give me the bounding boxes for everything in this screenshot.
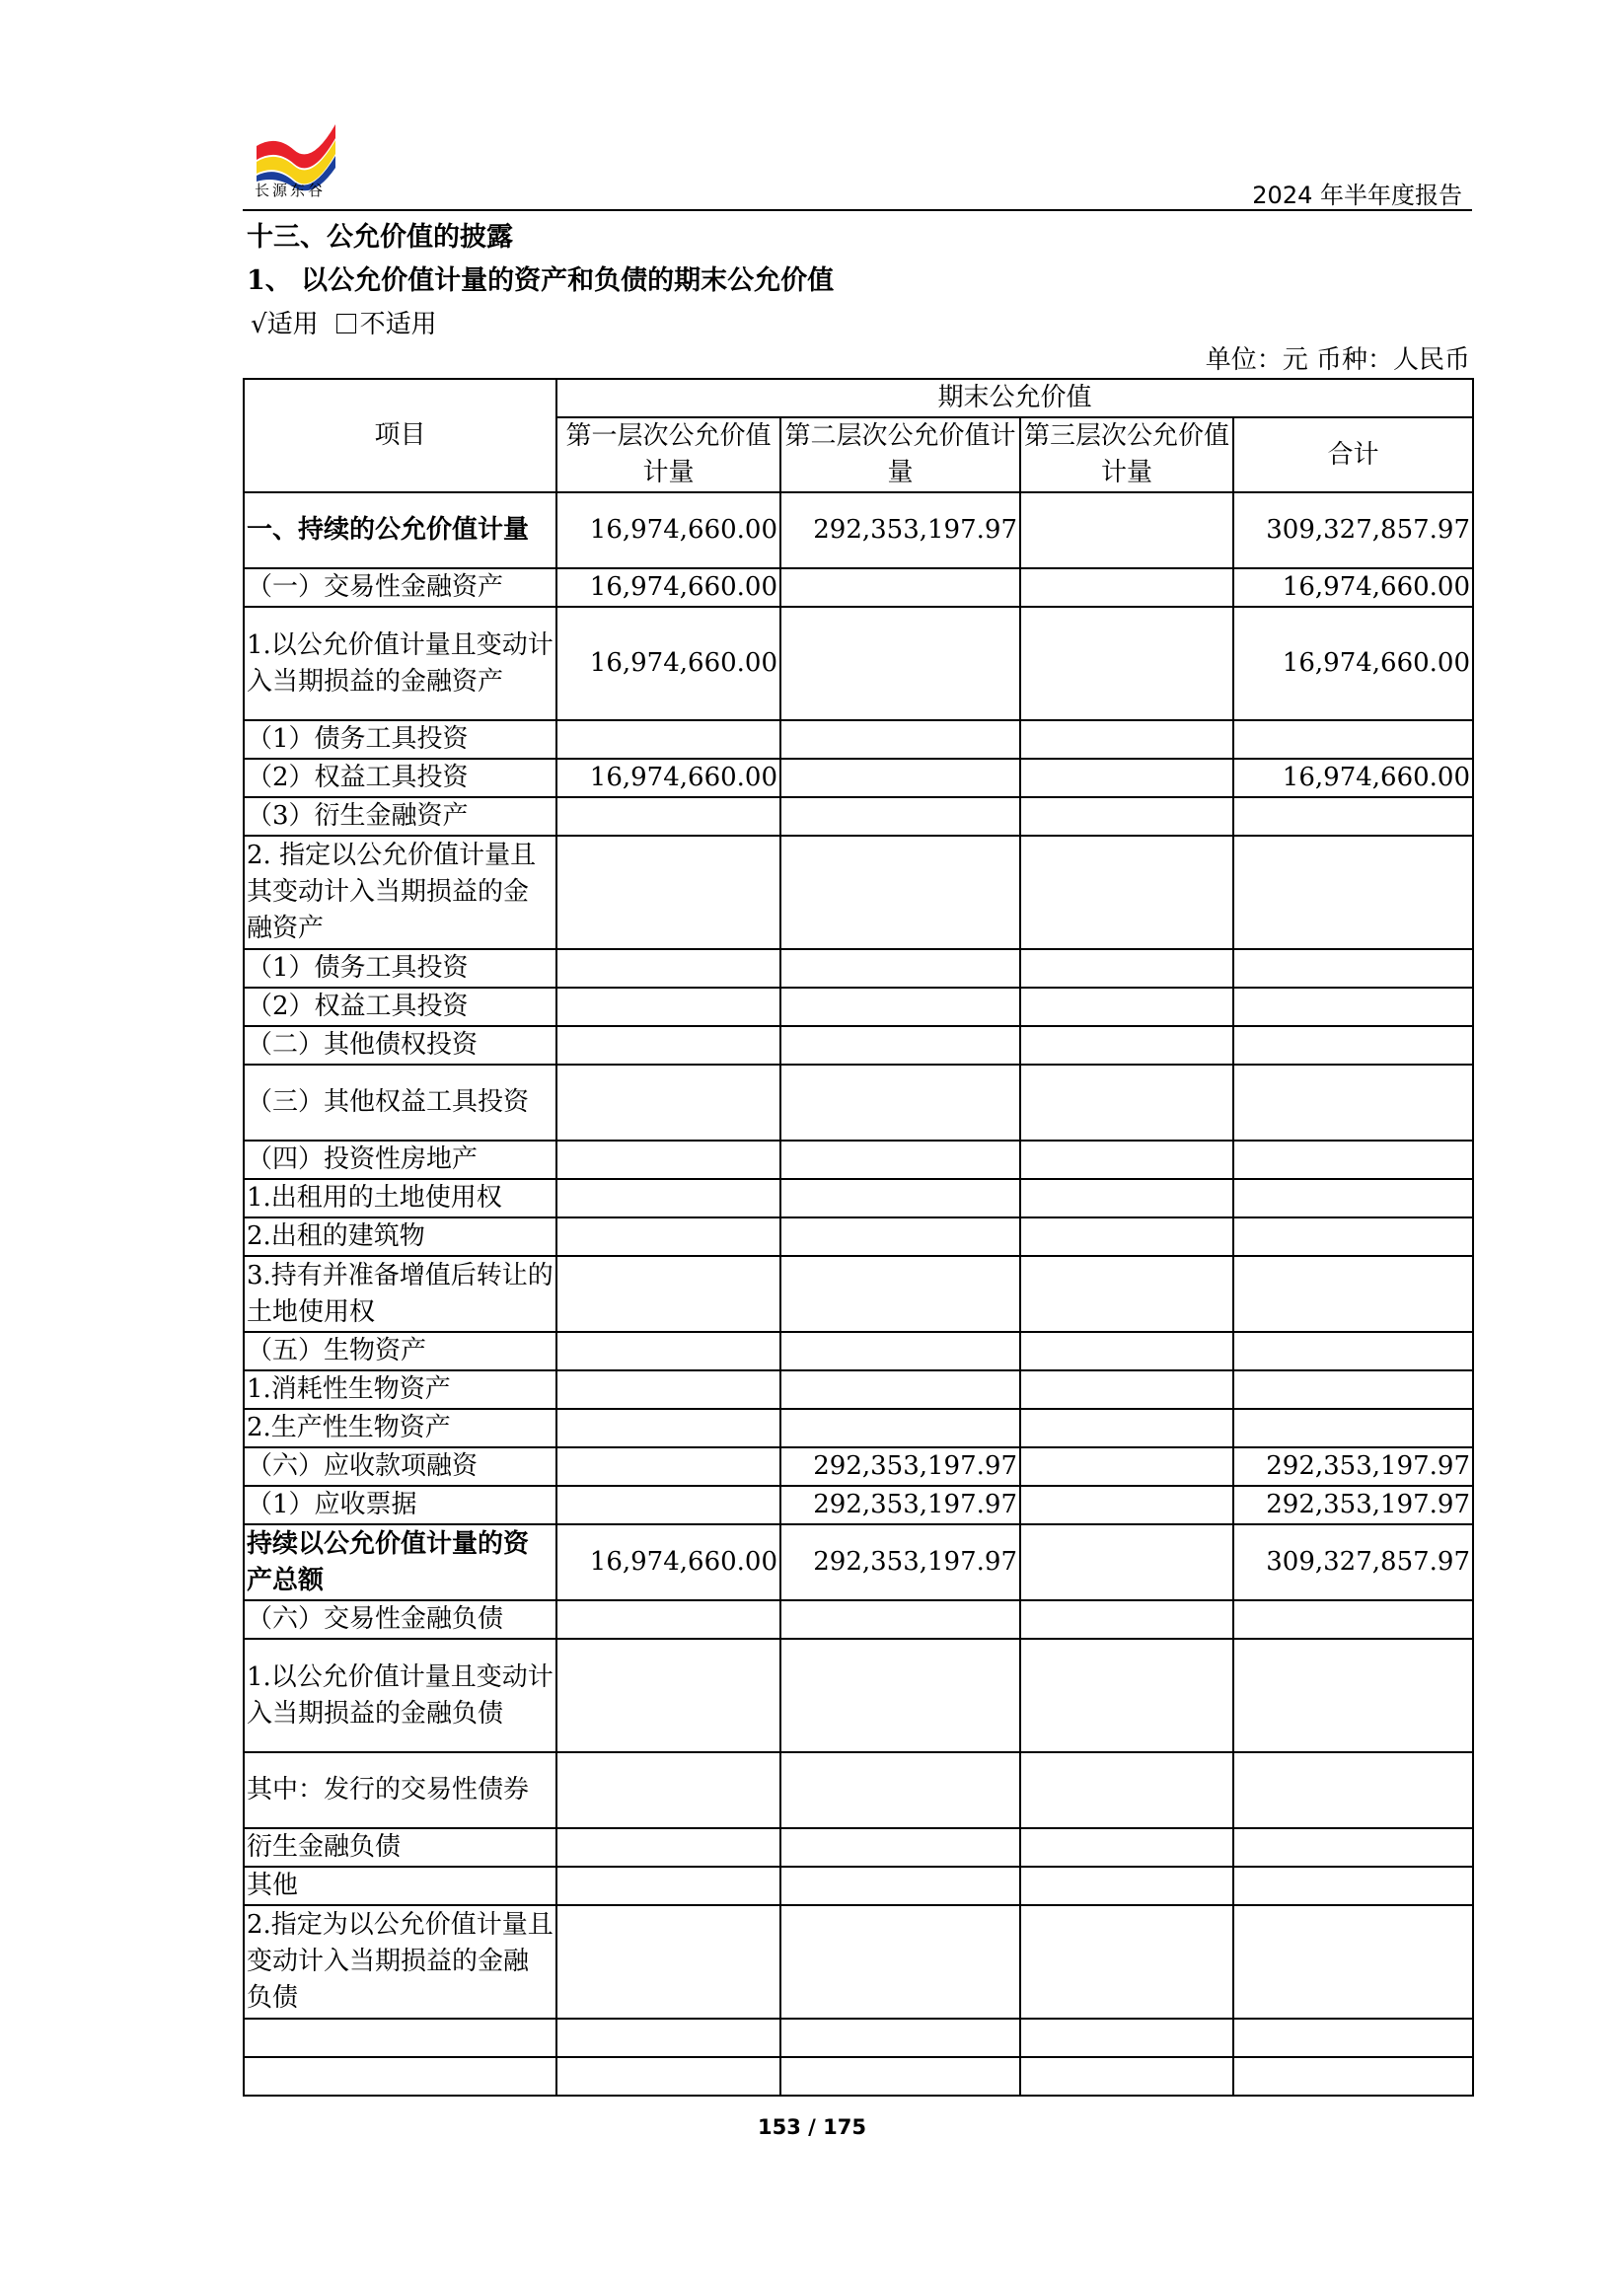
row-label: 3.持有并准备增值后转让的土地使用权 (244, 1256, 556, 1332)
cell-level2 (780, 1256, 1020, 1332)
cell-level3 (1020, 1026, 1233, 1065)
cell-level1 (556, 1256, 780, 1332)
cell-level3 (1020, 720, 1233, 759)
cell-level1 (556, 1332, 780, 1370)
cell-level2 (780, 1141, 1020, 1179)
table-row (244, 1486, 1473, 1524)
table-row (244, 759, 1473, 797)
cell-level3 (1020, 1600, 1233, 1639)
header-divider (243, 209, 1472, 211)
row-label: （四）投资性房地产 (244, 1141, 556, 1179)
cell-total (1233, 1905, 1473, 2019)
row-label: 2. 指定以公允价值计量且其变动计入当期损益的金融资产 (244, 836, 556, 949)
cell-level3 (1020, 949, 1233, 988)
row-label: 其中：发行的交易性债券 (244, 1752, 556, 1828)
cell-level1 (556, 1905, 780, 2019)
cell-level1 (556, 1486, 780, 1524)
cell-level1: 16,974,660.00 (556, 1524, 780, 1600)
cell-level2 (780, 720, 1020, 759)
cell-level2: 292,353,197.97 (780, 1486, 1020, 1524)
cell-level1 (556, 1065, 780, 1141)
table-row (244, 1752, 1473, 1828)
cell-level1: 16,974,660.00 (556, 492, 780, 568)
cell-total (1233, 2019, 1473, 2057)
cell-level3 (1020, 607, 1233, 720)
table-row (244, 492, 1473, 568)
cell-total (1233, 1370, 1473, 1409)
cell-level2 (780, 1905, 1020, 2019)
cell-level1 (556, 797, 780, 836)
cell-level1 (556, 1370, 780, 1409)
cell-level1: 16,974,660.00 (556, 568, 780, 607)
cell-total (1233, 2057, 1473, 2096)
table-row (244, 1600, 1473, 1639)
table-row (244, 1905, 1473, 2019)
table-row (244, 1524, 1473, 1600)
cell-level2 (780, 1752, 1020, 1828)
cell-level2 (780, 1828, 1020, 1867)
header-total: 合计 (1233, 417, 1473, 492)
applicability-line (251, 304, 437, 340)
section-title: 十三、公允价值的披露 (247, 222, 513, 253)
row-label: （3）衍生金融资产 (244, 797, 556, 836)
row-label: 1.出租用的土地使用权 (244, 1179, 556, 1217)
cell-total (1233, 1332, 1473, 1370)
cell-level1 (556, 1639, 780, 1752)
cell-level3 (1020, 797, 1233, 836)
cell-level3 (1020, 1447, 1233, 1486)
cell-level1 (556, 988, 780, 1026)
cell-level1 (556, 1867, 780, 1905)
cell-level2 (780, 1217, 1020, 1256)
row-label: 2.生产性生物资产 (244, 1409, 556, 1447)
cell-level2: 292,353,197.97 (780, 492, 1020, 568)
cell-level2 (780, 2019, 1020, 2057)
row-label: （二）其他债权投资 (244, 1026, 556, 1065)
cell-level1 (556, 1600, 780, 1639)
table-row (244, 1332, 1473, 1370)
cell-total (1233, 1409, 1473, 1447)
cell-level3 (1020, 1065, 1233, 1141)
table-row (244, 949, 1473, 988)
cell-level2 (780, 1026, 1020, 1065)
cell-level3 (1020, 2057, 1233, 2096)
cell-level2 (780, 1639, 1020, 1752)
table-row (244, 568, 1473, 607)
cell-level2: 292,353,197.97 (780, 1524, 1020, 1600)
row-label: （1）应收票据 (244, 1486, 556, 1524)
row-label: （2）权益工具投资 (244, 759, 556, 797)
cell-level1 (556, 1447, 780, 1486)
cell-level3 (1020, 1141, 1233, 1179)
cell-total (1233, 1639, 1473, 1752)
row-label: （六）应收款项融资 (244, 1447, 556, 1486)
table-row (244, 1065, 1473, 1141)
cell-level1 (556, 1409, 780, 1447)
cell-level3 (1020, 1524, 1233, 1600)
unit-currency-note: 单位：元 币种：人民币 (1205, 345, 1470, 375)
cell-level1 (556, 836, 780, 949)
table-row (244, 1409, 1473, 1447)
cell-level1 (556, 720, 780, 759)
applicable-label: √适用 (251, 310, 319, 339)
row-label: （1）债务工具投资 (244, 949, 556, 988)
cell-level3 (1020, 1639, 1233, 1752)
cell-level2 (780, 1370, 1020, 1409)
cell-level3 (1020, 1217, 1233, 1256)
row-label: 持续以公允价值计量的资产总额 (244, 1524, 556, 1600)
table-row (244, 836, 1473, 949)
cell-level3 (1020, 1332, 1233, 1370)
cell-total (1233, 836, 1473, 949)
table-row (244, 988, 1473, 1026)
cell-level1 (556, 1828, 780, 1867)
cell-level2 (780, 1409, 1020, 1447)
cell-total (1233, 1179, 1473, 1217)
section-subtitle: 1、 以公允价值计量的资产和负债的期末公允价值 (247, 265, 835, 296)
row-label: （六）交易性金融负债 (244, 1600, 556, 1639)
cell-level3 (1020, 1905, 1233, 2019)
row-label (244, 2057, 556, 2096)
cell-total: 292,353,197.97 (1233, 1486, 1473, 1524)
cell-level2 (780, 1867, 1020, 1905)
table-row (244, 1141, 1473, 1179)
logo-text: 长源东谷 (255, 182, 327, 199)
cell-total: 292,353,197.97 (1233, 1447, 1473, 1486)
cell-total (1233, 1828, 1473, 1867)
row-label: （五）生物资产 (244, 1332, 556, 1370)
table-row (244, 1370, 1473, 1409)
cell-level2 (780, 836, 1020, 949)
header-group: 期末公允价值 (556, 379, 1473, 417)
cell-level2 (780, 1179, 1020, 1217)
cell-level1 (556, 2019, 780, 2057)
cell-total (1233, 1141, 1473, 1179)
cell-level2 (780, 568, 1020, 607)
cell-level2 (780, 797, 1020, 836)
row-label: 2.指定为以公允价值计量且变动计入当期损益的金融负债 (244, 1905, 556, 2019)
header-item: 项目 (244, 379, 556, 492)
cell-level1: 16,974,660.00 (556, 607, 780, 720)
cell-level2 (780, 988, 1020, 1026)
row-label: （一）交易性金融资产 (244, 568, 556, 607)
cell-level2 (780, 2057, 1020, 2096)
report-title: 2024 年半年度报告 (1252, 182, 1462, 209)
cell-level1 (556, 949, 780, 988)
cell-level1 (556, 1179, 780, 1217)
cell-total (1233, 1867, 1473, 1905)
row-label: 1.消耗性生物资产 (244, 1370, 556, 1409)
cell-level3 (1020, 759, 1233, 797)
header-level3: 第三层次公允价值计量 (1020, 417, 1233, 492)
cell-level3 (1020, 1256, 1233, 1332)
cell-level2 (780, 607, 1020, 720)
cell-level3 (1020, 568, 1233, 607)
table-row (244, 1639, 1473, 1752)
cell-total: 309,327,857.97 (1233, 492, 1473, 568)
cell-level3 (1020, 1409, 1233, 1447)
cell-total (1233, 949, 1473, 988)
cell-total (1233, 1026, 1473, 1065)
cell-level2 (780, 1332, 1020, 1370)
table-row (244, 1447, 1473, 1486)
table-row (244, 1828, 1473, 1867)
row-label: 2.出租的建筑物 (244, 1217, 556, 1256)
table-row (244, 720, 1473, 759)
cell-total (1233, 720, 1473, 759)
cell-level3 (1020, 2019, 1233, 2057)
cell-total (1233, 988, 1473, 1026)
cell-total: 16,974,660.00 (1233, 568, 1473, 607)
cell-level3 (1020, 1752, 1233, 1828)
cell-level3 (1020, 1867, 1233, 1905)
table-row (244, 1179, 1473, 1217)
cell-level1 (556, 1026, 780, 1065)
cell-level2 (780, 1065, 1020, 1141)
cell-total (1233, 797, 1473, 836)
cell-total: 16,974,660.00 (1233, 759, 1473, 797)
cell-level1 (556, 1141, 780, 1179)
row-label: （三）其他权益工具投资 (244, 1065, 556, 1141)
table-row (244, 1217, 1473, 1256)
page-number: 153 / 175 (758, 2115, 866, 2139)
cell-level3 (1020, 1828, 1233, 1867)
cell-level3 (1020, 1370, 1233, 1409)
cell-total (1233, 1752, 1473, 1828)
row-label: 衍生金融负债 (244, 1828, 556, 1867)
table-row (244, 2057, 1473, 2096)
cell-level1: 16,974,660.00 (556, 759, 780, 797)
row-label: （1）债务工具投资 (244, 720, 556, 759)
row-label: （2）权益工具投资 (244, 988, 556, 1026)
table-row (244, 607, 1473, 720)
row-label: 1.以公允价值计量且变动计入当期损益的金融负债 (244, 1639, 556, 1752)
table-row (244, 2019, 1473, 2057)
cell-level2 (780, 1600, 1020, 1639)
row-label: 1.以公允价值计量且变动计入当期损益的金融资产 (244, 607, 556, 720)
row-label: 一、持续的公允价值计量 (244, 492, 556, 568)
header-level1: 第一层次公允价值计量 (556, 417, 780, 492)
row-label (244, 2019, 556, 2057)
cell-level3 (1020, 1486, 1233, 1524)
cell-level3 (1020, 988, 1233, 1026)
fair-value-table (243, 378, 1474, 2097)
cell-total (1233, 1256, 1473, 1332)
not-applicable-label: 不适用 (359, 310, 437, 339)
cell-total: 16,974,660.00 (1233, 607, 1473, 720)
cell-level2 (780, 759, 1020, 797)
cell-level2: 292,353,197.97 (780, 1447, 1020, 1486)
unchecked-box-icon (336, 314, 356, 333)
cell-total (1233, 1600, 1473, 1639)
cell-level1 (556, 2057, 780, 2096)
table-row (244, 1026, 1473, 1065)
cell-level3 (1020, 836, 1233, 949)
cell-level1 (556, 1752, 780, 1828)
cell-total (1233, 1217, 1473, 1256)
table-row (244, 1867, 1473, 1905)
table-row (244, 1256, 1473, 1332)
table-row (244, 797, 1473, 836)
row-label: 其他 (244, 1867, 556, 1905)
cell-total: 309,327,857.97 (1233, 1524, 1473, 1600)
cell-level1 (556, 1217, 780, 1256)
cell-level2 (780, 949, 1020, 988)
cell-level3 (1020, 492, 1233, 568)
cell-total (1233, 1065, 1473, 1141)
header-level2: 第二层次公允价值计量 (780, 417, 1020, 492)
cell-level3 (1020, 1179, 1233, 1217)
